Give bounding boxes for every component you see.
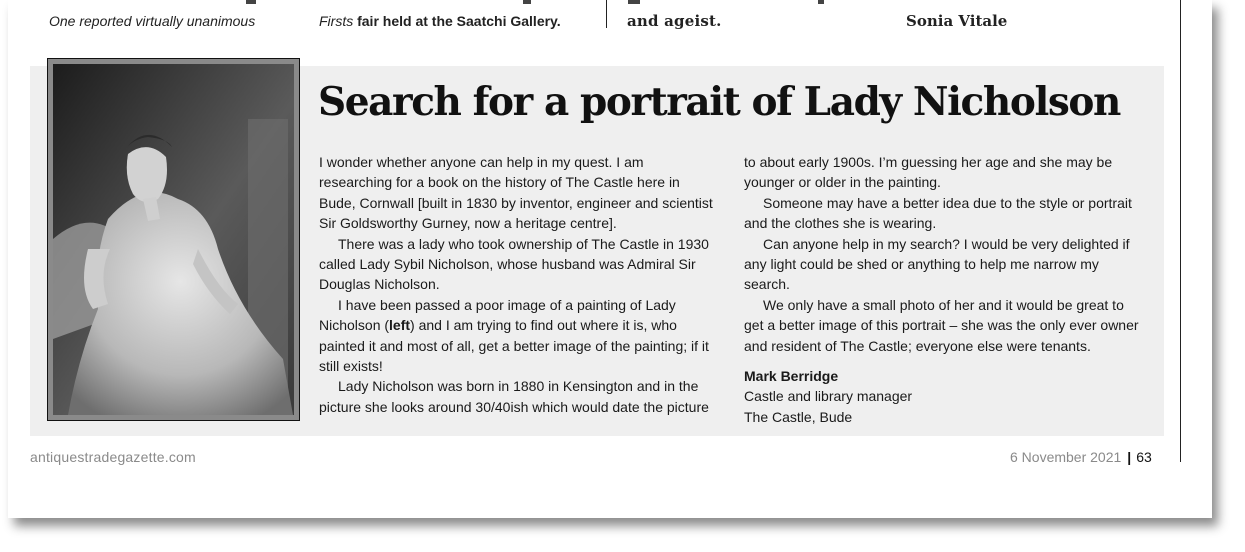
paragraph-bold-ref: left bbox=[389, 317, 411, 334]
prev-article-rest: fair held at the Saatchi Gallery. bbox=[353, 13, 561, 29]
crop-mark bbox=[246, 0, 256, 4]
article-column-2 bbox=[744, 152, 1144, 427]
paragraph-text: ) and I am trying to find out where it is, who painted it and most of all, get a better image of the painting; if it still exists! bbox=[319, 317, 709, 375]
prev-article-author: Sonia Vitale bbox=[906, 12, 1008, 30]
page-edge-rule bbox=[1180, 0, 1181, 462]
prev-article-text-1: One reported virtually unanimous bbox=[49, 13, 256, 29]
crop-mark bbox=[818, 0, 824, 4]
paragraph: I wonder whether anyone can help in my quest. I am researching for a book on the history of The Castle here in Bude, Cornwall [built in 1830 by inventor, engineer and scientist Sir Goldsworthy Gurney, now a heritage centre]. bbox=[319, 154, 713, 232]
signature-place: The Castle, Bude bbox=[744, 408, 853, 425]
paragraph: Can anyone help in my search? I would be very delighted if any light could be shed or anything to help me narrow my search. bbox=[744, 235, 1130, 293]
prev-article-italic: Firsts bbox=[319, 13, 354, 29]
column-rule bbox=[606, 0, 607, 28]
crop-mark bbox=[523, 0, 531, 4]
prev-article-text-2 bbox=[319, 13, 561, 29]
footer-date-page bbox=[1010, 449, 1152, 465]
signature-role: Castle and library manager bbox=[744, 388, 913, 405]
paragraph: Someone may have a better idea due to the style or portrait and the clothes she is wearing. bbox=[744, 194, 1132, 232]
portrait-painting bbox=[48, 59, 299, 420]
paragraph: Lady Nicholson was born in 1880 in Kensington and in the picture she looks around 30/40ish which would date the picture bbox=[319, 378, 709, 415]
paragraph: to about early 1900s. I’m guessing her age and she may be younger or older in the painting. bbox=[744, 154, 1113, 191]
footer-site: antiquestradegazette.com bbox=[30, 449, 196, 465]
portrait-image bbox=[47, 58, 300, 421]
paragraph bbox=[319, 295, 719, 377]
previous-articles-strip bbox=[8, 0, 1212, 40]
page-number: 63 bbox=[1136, 449, 1152, 465]
article-column-1 bbox=[319, 152, 719, 417]
paragraph-text: I have been passed a poor image of a painting of Lady Nicholson ( bbox=[319, 296, 676, 334]
signature-name: Mark Berridge bbox=[744, 368, 839, 385]
prev-article-text-3: and ageist. bbox=[627, 12, 722, 30]
page-sheet bbox=[8, 0, 1212, 518]
footer-date: 6 November 2021 bbox=[1010, 449, 1122, 465]
footer-separator: | bbox=[1127, 449, 1132, 465]
crop-mark bbox=[628, 0, 640, 4]
paragraph: There was a lady who took ownership of The Castle in 1930 called Lady Sybil Nicholson, whose husband was Admiral Sir Douglas Nicholson. bbox=[319, 235, 709, 293]
article-headline: Search for a portrait of Lady Nicholson bbox=[318, 79, 1120, 125]
paragraph: We only have a small photo of her and it would be great to get a better image of this portrait – she was the only ever owner and resident of The Castle; everyone else were tenants. bbox=[744, 296, 1139, 354]
